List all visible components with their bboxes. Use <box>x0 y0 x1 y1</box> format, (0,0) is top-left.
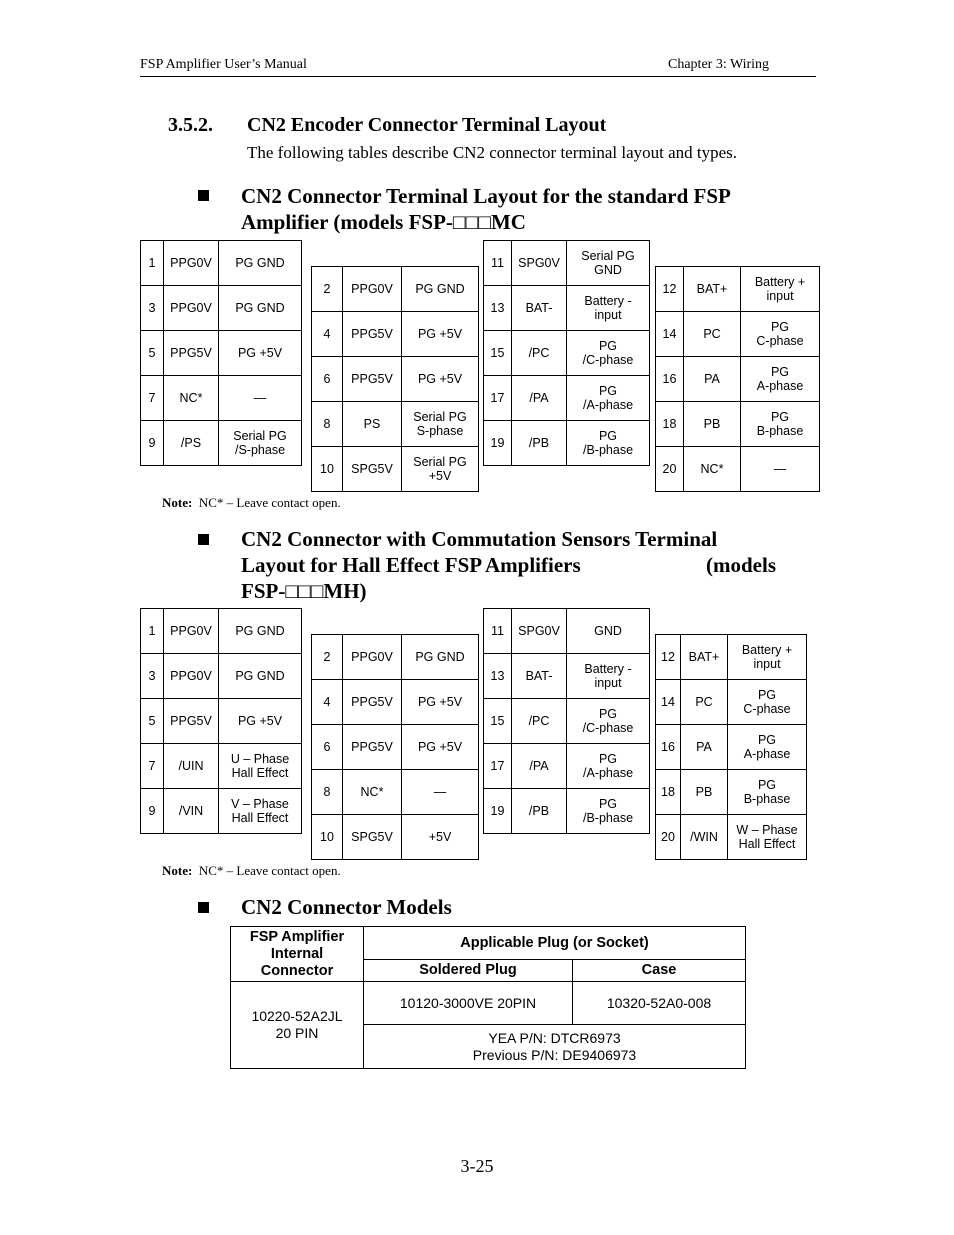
pin-description: PG B-phase <box>741 402 820 447</box>
pin-number: 19 <box>484 421 512 466</box>
pin-description: PG /C-phase <box>567 331 650 376</box>
pin-description: PG /C-phase <box>567 699 650 744</box>
pin-signal: BAT+ <box>684 267 741 312</box>
pin-signal: /PC <box>512 699 567 744</box>
pin-number: 11 <box>484 241 512 286</box>
pin-row <box>312 312 479 357</box>
pin-description: V – Phase Hall Effect <box>219 789 302 834</box>
heading-hall-line3: FSP-□□□MH) <box>241 579 367 603</box>
pin-table-1-col1 <box>140 240 302 466</box>
pin-row <box>312 635 479 680</box>
pin-number: 3 <box>141 286 164 331</box>
pin-row <box>141 699 302 744</box>
pin-description: PG +5V <box>402 312 479 357</box>
pin-description: PG /A-phase <box>567 744 650 789</box>
pin-number: 14 <box>656 312 684 357</box>
heading-standard-line2: Amplifier (models FSP-□□□MC <box>241 210 526 234</box>
pin-description: Serial PG S-phase <box>402 402 479 447</box>
pin-description: Serial PG GND <box>567 241 650 286</box>
pin-row <box>141 286 302 331</box>
pin-number: 2 <box>312 635 343 680</box>
pin-signal: NC* <box>164 376 219 421</box>
section-description: The following tables describe CN2 connector terminal layout and types. <box>247 143 738 162</box>
pin-table-2-col2 <box>311 634 479 860</box>
pin-signal: /PC <box>512 331 567 376</box>
pin-row <box>484 331 650 376</box>
section-title: CN2 Encoder Connector Terminal Layout <box>247 114 607 136</box>
pin-description: PG +5V <box>219 699 302 744</box>
pin-description: PG /B-phase <box>567 789 650 834</box>
pin-row <box>484 241 650 286</box>
pin-row <box>141 744 302 789</box>
pin-number: 3 <box>141 654 164 699</box>
pin-signal: PPG5V <box>164 331 219 376</box>
heading-hall-line2a: Layout for Hall Effect FSP Amplifiers <box>241 553 581 577</box>
pin-row <box>484 699 650 744</box>
pin-number: 18 <box>656 770 681 815</box>
pin-number: 4 <box>312 312 343 357</box>
pin-number: 9 <box>141 421 164 466</box>
pin-signal: PB <box>684 402 741 447</box>
pin-number: 16 <box>656 725 681 770</box>
pin-signal: /PB <box>512 789 567 834</box>
pin-number: 9 <box>141 789 164 834</box>
pin-row <box>484 654 650 699</box>
pin-description: PG +5V <box>402 680 479 725</box>
pin-number: 18 <box>656 402 684 447</box>
pin-signal: PPG0V <box>343 267 402 312</box>
pin-table-2-col1 <box>140 608 302 834</box>
pin-number: 2 <box>312 267 343 312</box>
pin-signal: /VIN <box>164 789 219 834</box>
heading-hall-line2b: (models <box>706 553 776 577</box>
heading-standard-line1: CN2 Connector Terminal Layout for the standard FSP <box>241 184 731 208</box>
pin-signal: BAT- <box>512 654 567 699</box>
case-value: 10320-52A0-008 <box>573 982 746 1025</box>
pin-description: Battery + input <box>728 635 807 680</box>
pin-number: 1 <box>141 609 164 654</box>
pin-signal: SPG0V <box>512 241 567 286</box>
pin-number: 4 <box>312 680 343 725</box>
pin-signal: PB <box>681 770 728 815</box>
pin-signal: PS <box>343 402 402 447</box>
pin-row <box>312 357 479 402</box>
pin-signal: PC <box>681 680 728 725</box>
pin-signal: PPG5V <box>343 357 402 402</box>
pin-table-1-col4 <box>655 266 820 492</box>
pin-signal: /PS <box>164 421 219 466</box>
pin-description: PG A-phase <box>728 725 807 770</box>
pin-signal: SPG0V <box>512 609 567 654</box>
pin-number: 16 <box>656 357 684 402</box>
bullet-icon <box>198 190 209 201</box>
pin-table-2-col3 <box>483 608 650 834</box>
pin-signal: /PA <box>512 376 567 421</box>
pin-row <box>312 725 479 770</box>
pin-description: — <box>402 770 479 815</box>
page-number: 3-25 <box>460 1156 494 1176</box>
header-chapter: Chapter 3: Wiring <box>668 57 770 72</box>
pin-row <box>141 789 302 834</box>
pin-description: +5V <box>402 815 479 860</box>
pin-table-2-col4 <box>655 634 807 860</box>
pin-signal: PPG5V <box>343 312 402 357</box>
heading-hall-line1: CN2 Connector with Commutation Sensors Terminal <box>241 527 718 551</box>
pin-description: PG A-phase <box>741 357 820 402</box>
note-2 <box>162 863 341 879</box>
pin-signal: PA <box>684 357 741 402</box>
note-text: NC* – Leave contact open. <box>198 863 341 878</box>
pin-row <box>656 267 820 312</box>
pin-signal: NC* <box>343 770 402 815</box>
pin-number: 1 <box>141 241 164 286</box>
note-text: NC* – Leave contact open. <box>198 495 341 510</box>
header-internal-connector: FSP Amplifier Internal Connector <box>231 927 364 982</box>
bullet-icon <box>198 534 209 545</box>
pin-signal: PPG0V <box>164 654 219 699</box>
pin-row <box>484 744 650 789</box>
note-1 <box>162 495 341 511</box>
pin-description: PG GND <box>219 654 302 699</box>
pin-signal: /PA <box>512 744 567 789</box>
pin-table-1-col3 <box>483 240 650 466</box>
pin-signal: SPG5V <box>343 815 402 860</box>
pin-description: Battery - input <box>567 286 650 331</box>
header-rule <box>140 76 816 77</box>
pin-number: 19 <box>484 789 512 834</box>
pin-description: Serial PG /S-phase <box>219 421 302 466</box>
pin-row <box>312 402 479 447</box>
pin-signal: /PB <box>512 421 567 466</box>
pin-number: 6 <box>312 357 343 402</box>
pin-description: U – Phase Hall Effect <box>219 744 302 789</box>
pin-row <box>656 725 807 770</box>
pin-signal: PPG0V <box>164 241 219 286</box>
pin-number: 17 <box>484 376 512 421</box>
pin-row <box>656 447 820 492</box>
pin-description: Battery + input <box>741 267 820 312</box>
pin-row <box>141 654 302 699</box>
pin-row <box>656 312 820 357</box>
pin-signal: PPG0V <box>164 609 219 654</box>
pin-signal: NC* <box>684 447 741 492</box>
pin-description: Serial PG +5V <box>402 447 479 492</box>
pin-number: 20 <box>656 815 681 860</box>
pin-row <box>656 357 820 402</box>
pin-number: 5 <box>141 331 164 376</box>
pin-table-1-col2 <box>311 266 479 492</box>
internal-connector-value: 10220-52A2JL 20 PIN <box>231 982 364 1069</box>
pin-row <box>312 815 479 860</box>
pin-row <box>656 402 820 447</box>
pin-signal: BAT- <box>512 286 567 331</box>
pin-description: — <box>219 376 302 421</box>
pin-signal: PPG5V <box>164 699 219 744</box>
pin-row <box>656 635 807 680</box>
pin-number: 7 <box>141 744 164 789</box>
pin-signal: PC <box>684 312 741 357</box>
pin-signal: PPG5V <box>343 680 402 725</box>
header-applicable-plug: Applicable Plug (or Socket) <box>364 927 746 960</box>
heading-models: CN2 Connector Models <box>241 895 452 919</box>
pin-number: 12 <box>656 267 684 312</box>
pin-row <box>484 286 650 331</box>
pin-number: 15 <box>484 699 512 744</box>
pin-row <box>656 680 807 725</box>
pin-signal: PA <box>681 725 728 770</box>
pin-description: PG /B-phase <box>567 421 650 466</box>
pin-description: PG GND <box>219 241 302 286</box>
pin-row <box>141 421 302 466</box>
pin-row <box>141 376 302 421</box>
pin-number: 8 <box>312 402 343 447</box>
pin-description: PG GND <box>219 286 302 331</box>
pin-row <box>312 680 479 725</box>
note-label: Note: <box>162 863 193 878</box>
pin-number: 17 <box>484 744 512 789</box>
pin-signal: PPG0V <box>343 635 402 680</box>
header-case: Case <box>573 960 746 982</box>
pin-description: PG +5V <box>402 357 479 402</box>
pin-number: 13 <box>484 286 512 331</box>
pin-number: 7 <box>141 376 164 421</box>
pin-row <box>484 376 650 421</box>
pin-description: PG +5V <box>402 725 479 770</box>
pin-number: 13 <box>484 654 512 699</box>
header-manual-title: FSP Amplifier User’s Manual <box>140 57 307 72</box>
pin-signal: PPG0V <box>164 286 219 331</box>
pin-description: PG /A-phase <box>567 376 650 421</box>
pin-row <box>141 331 302 376</box>
pin-row <box>656 815 807 860</box>
pin-row <box>484 789 650 834</box>
pin-row <box>312 267 479 312</box>
pin-description: PG C-phase <box>741 312 820 357</box>
pin-row <box>141 241 302 286</box>
pin-number: 10 <box>312 447 343 492</box>
pin-signal: PPG5V <box>343 725 402 770</box>
pin-signal: /WIN <box>681 815 728 860</box>
section-number: 3.5.2. <box>168 114 213 136</box>
pin-number: 6 <box>312 725 343 770</box>
pin-number: 15 <box>484 331 512 376</box>
pin-number: 11 <box>484 609 512 654</box>
pin-description: W – Phase Hall Effect <box>728 815 807 860</box>
note-label: Note: <box>162 495 193 510</box>
connector-models-table <box>230 926 746 1069</box>
pin-description: Battery - input <box>567 654 650 699</box>
pin-description: PG B-phase <box>728 770 807 815</box>
pin-number: 10 <box>312 815 343 860</box>
pin-row <box>484 421 650 466</box>
pin-signal: BAT+ <box>681 635 728 680</box>
yea-part-number: YEA P/N: DTCR6973 Previous P/N: DE9406973 <box>364 1025 746 1069</box>
pin-description: PG +5V <box>219 331 302 376</box>
pin-row <box>484 609 650 654</box>
pin-description: PG GND <box>402 267 479 312</box>
pin-row <box>656 770 807 815</box>
pin-row <box>141 609 302 654</box>
pin-signal: /UIN <box>164 744 219 789</box>
pin-description: PG GND <box>219 609 302 654</box>
pin-description: PG C-phase <box>728 680 807 725</box>
pin-number: 20 <box>656 447 684 492</box>
pin-number: 14 <box>656 680 681 725</box>
pin-description: GND <box>567 609 650 654</box>
pin-number: 8 <box>312 770 343 815</box>
pin-description: PG GND <box>402 635 479 680</box>
pin-description: — <box>741 447 820 492</box>
pin-row <box>312 770 479 815</box>
pin-signal: SPG5V <box>343 447 402 492</box>
bullet-icon <box>198 902 209 913</box>
soldered-plug-value: 10120-3000VE 20PIN <box>364 982 573 1025</box>
pin-number: 5 <box>141 699 164 744</box>
pin-row <box>312 447 479 492</box>
header-soldered-plug: Soldered Plug <box>364 960 573 982</box>
pin-number: 12 <box>656 635 681 680</box>
